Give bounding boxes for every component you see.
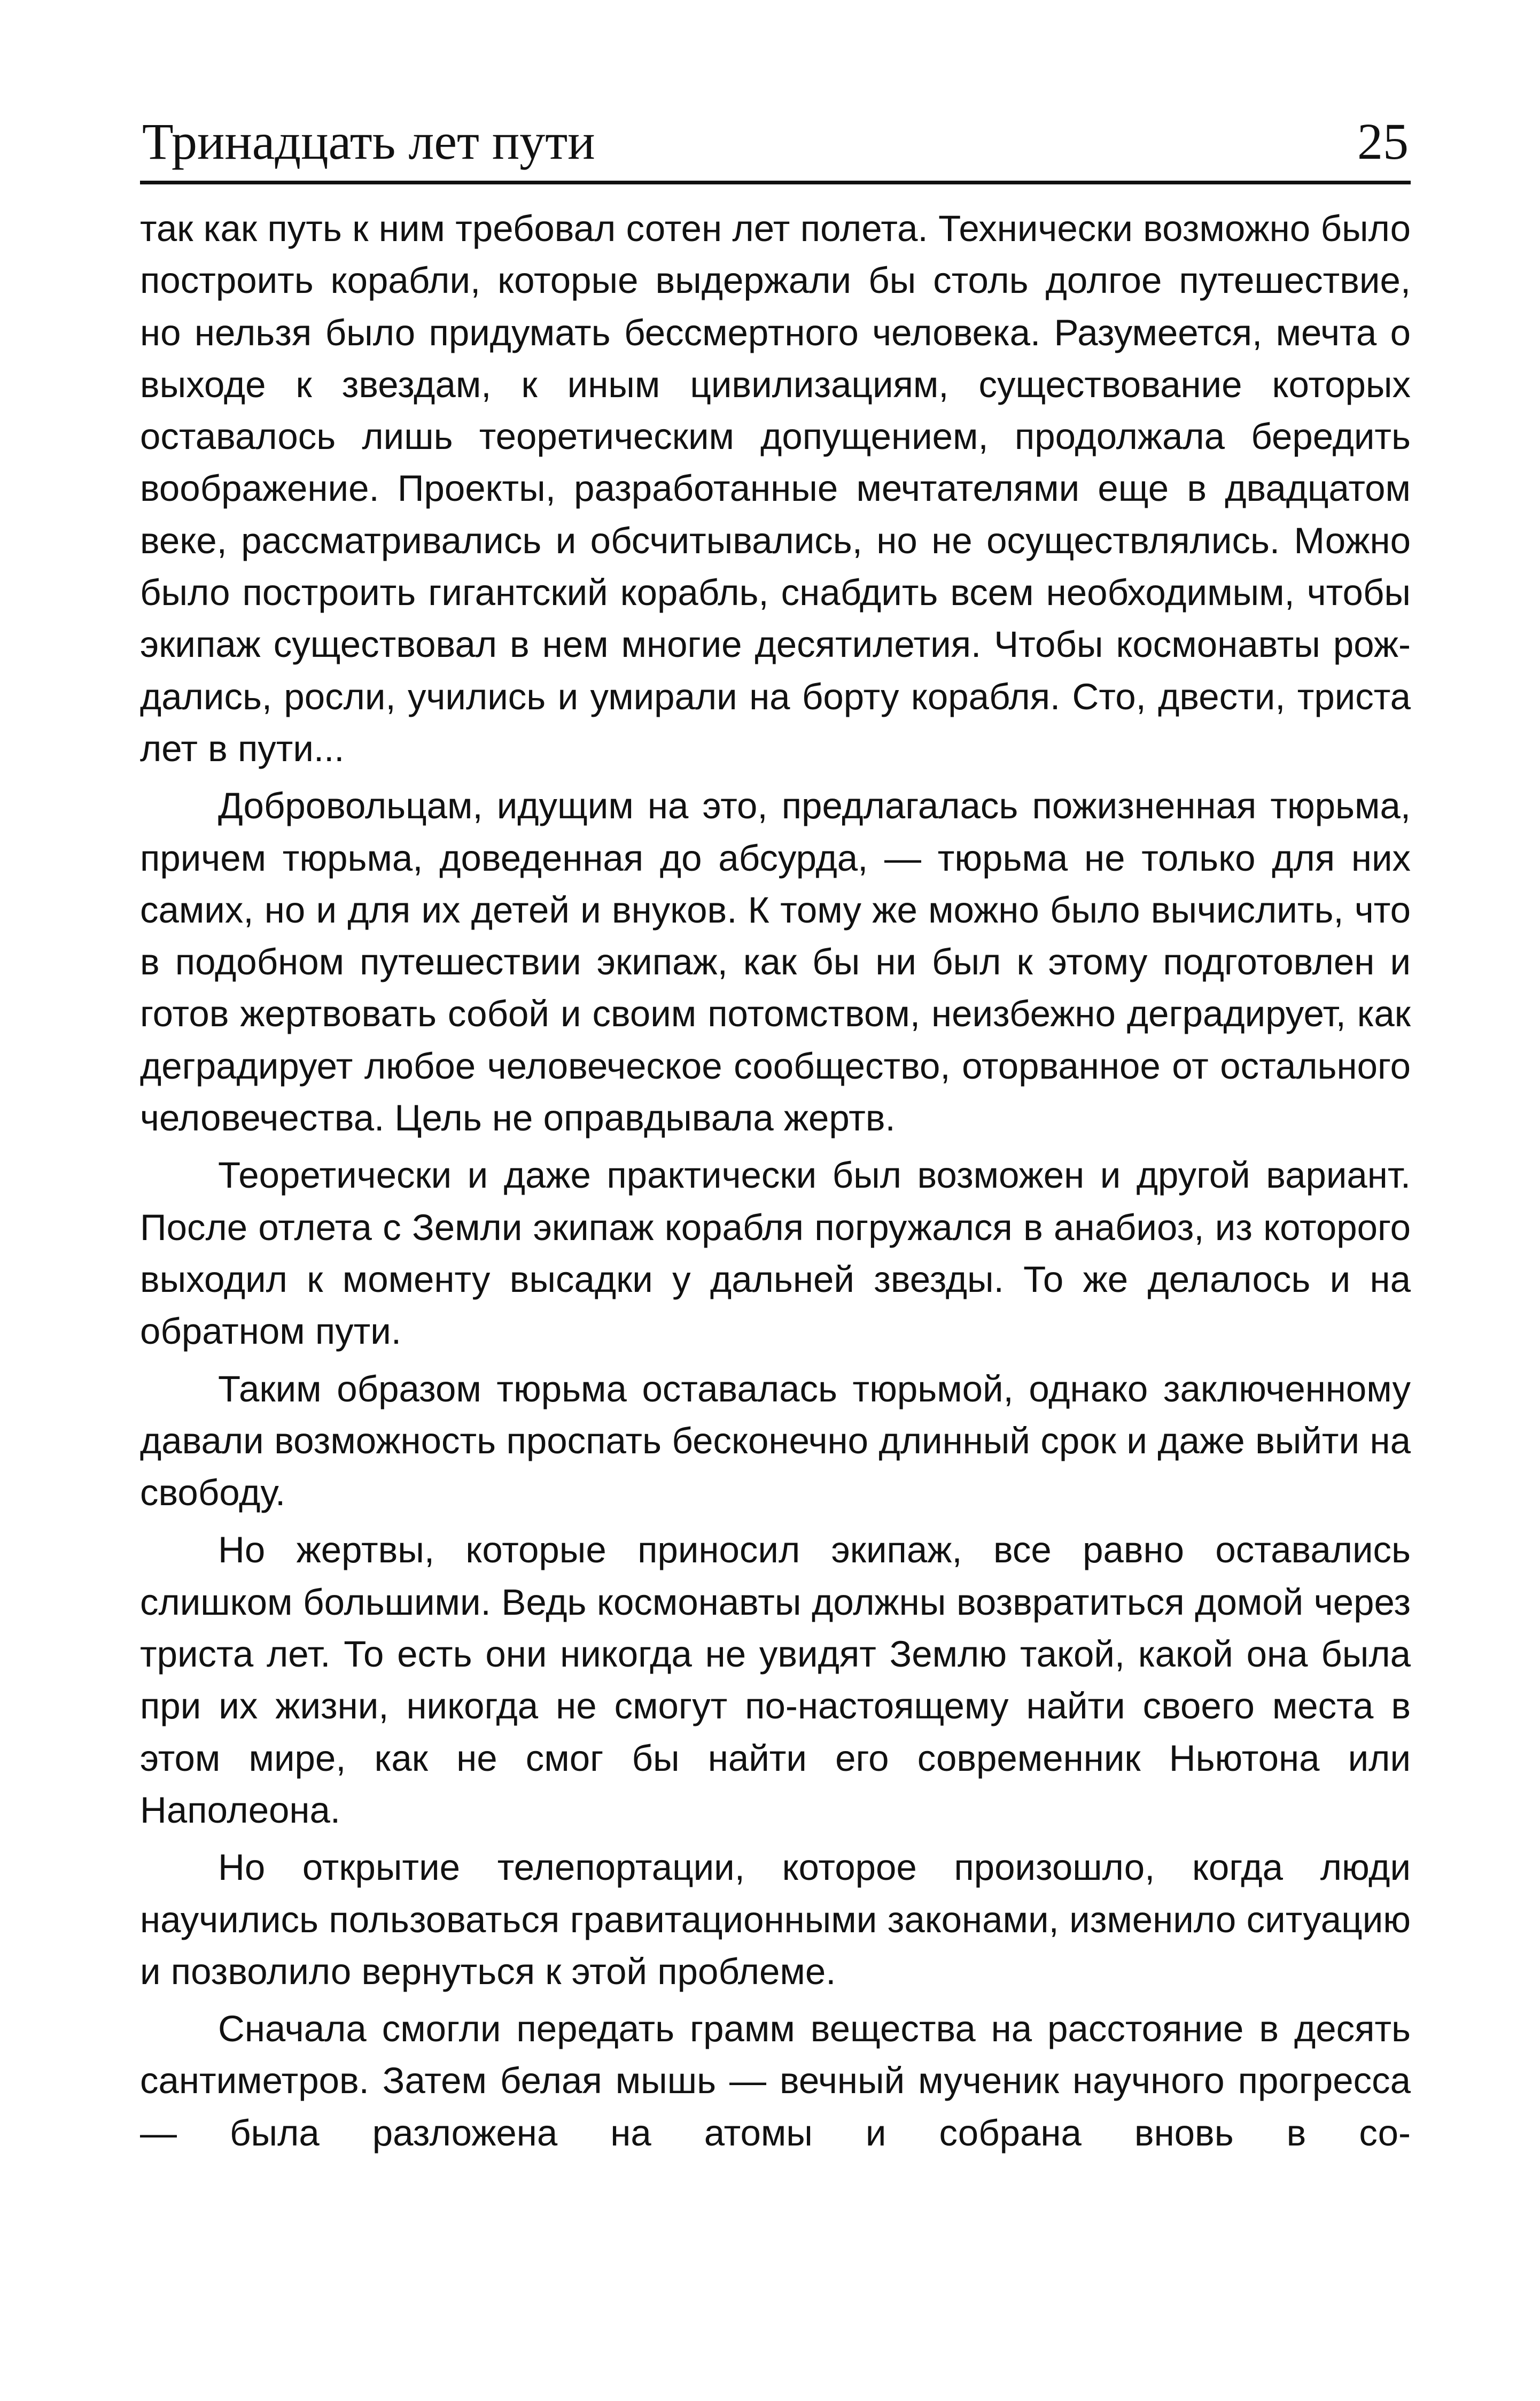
running-title: Тринадцать лет пути	[142, 113, 595, 170]
header-rule	[140, 181, 1411, 184]
book-page	[140, 107, 1411, 2164]
paragraph: Теоретически и даже практически был возможен и другой вариант. После отлета с Земли экипаж корабля погружался в анабиоз, из которого выходил к моменту высадки у дальней звезды. То же делалось и на обратном пути.	[140, 1155, 1411, 1352]
body-text	[140, 203, 1411, 2159]
paragraph: Но жертвы, которые приносил экипаж, все равно оставались слишком большими. Ведь космонавты должны возвратиться домой через триста лет. То есть они никогда не увидят Землю такой, какой она была при их жизни, никогда не смогут по-настоящему найти своего места в этом мире, как не смог бы найти его современник Ньютона или Наполеона.	[140, 1529, 1411, 1831]
paragraph: Сначала смогли передать грамм вещества на расстояние в десять сантиметров. Затем белая мышь — вечный мученик научного прогресса — была разложена на атомы и собрана вновь в со-	[140, 2008, 1411, 2154]
paragraph: Добровольцам, идущим на это, предлагалась пожизненная тюрьма, причем тюрьма, доведенная до абсурда, — тюрьма не только для них самих, но и для их детей и внуков. К тому же можно было вычислить, что в подобном путешествии экипаж, как бы ни был к этому подготовлен и готов жертвовать собой и своим потомством, неизбежно деградирует, как деградирует любое человеческое сообщество, оторванное от остального человечества. Цель не оправдывала жертв.	[140, 785, 1411, 1139]
paragraph: Таким образом тюрьма оставалась тюрьмой, однако заключенному давали возможность проспать бесконечно длинный срок и даже выйти на свободу.	[140, 1368, 1411, 1514]
page-number: 25	[1357, 113, 1409, 170]
paragraph: так как путь к ним требовал сотен лет полета. Технически возможно было построить корабли, которые выдержали бы столь долгое путешествие, но нельзя было придумать бессмертного человека. Разумеется, мечта о выходе к звездам, к иным цивилизациям, существование которых оставалось лишь теоретическим допущением, продолжала бередить воображение. Проекты, разработанные мечтателями еще в двадцатом веке, рассматривались и обсчитывались, но не осуществлялись. Можно было построить гигантский корабль, снабдить всем необходимым, чтобы экипаж существовал в нем многие десятилетия. Чтобы космонавты рождались, росли, учились и умирали на борту корабля. Сто, двести, триста лет в пути...	[140, 208, 1411, 769]
running-head	[140, 107, 1411, 176]
paragraph: Но открытие телепортации, которое произошло, когда люди научились пользоваться гравитационными законами, изменило ситуацию и позволило вернуться к этой проблеме.	[140, 1847, 1411, 1992]
